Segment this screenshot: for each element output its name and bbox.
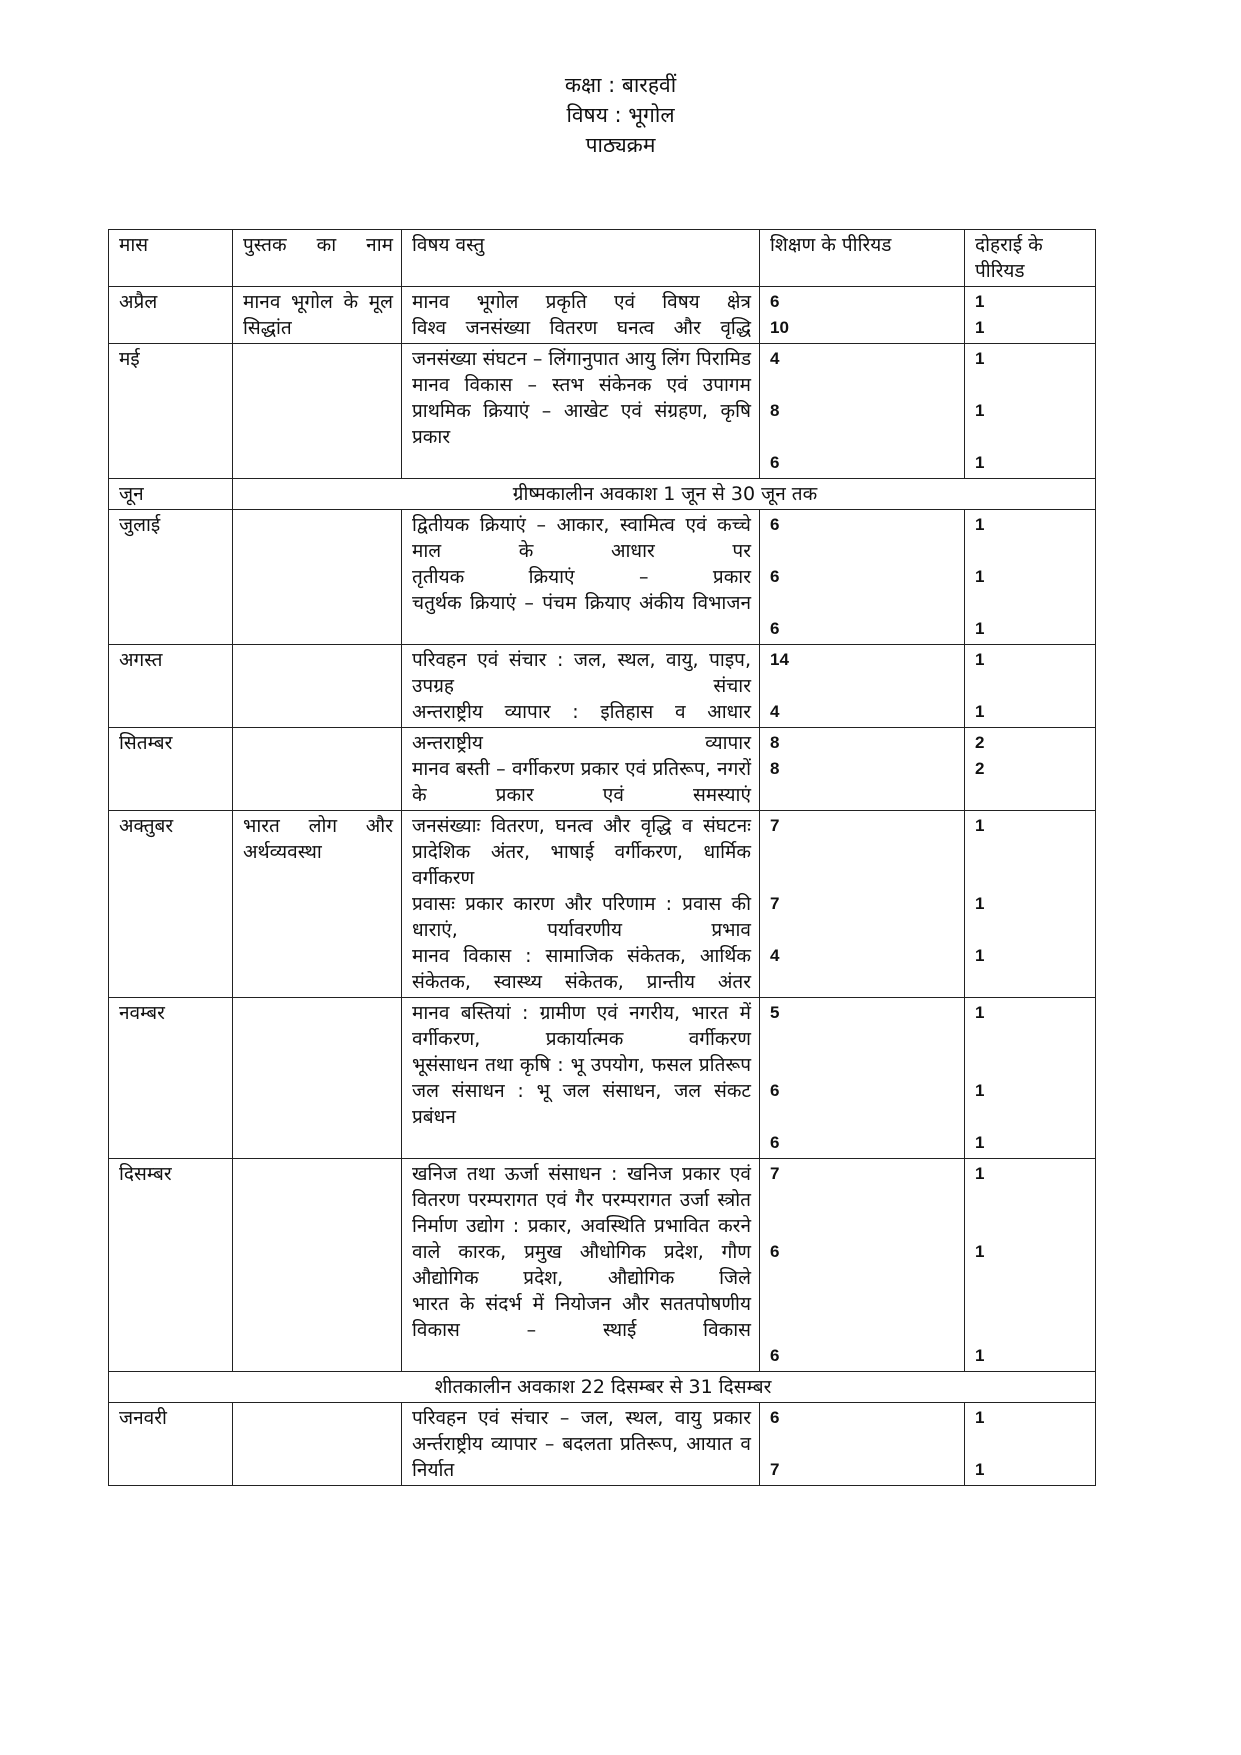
month-cell: मई [109,344,233,479]
teaching-value: 8 [770,401,780,420]
revision-value: 1 [975,702,985,721]
header-book: पुस्तक का नाम [233,230,402,287]
teaching-value: 7 [770,816,780,835]
table-row [109,510,1096,645]
topic: तृतीयक क्रियाएं – प्रकार [412,566,751,588]
revision-cell [965,728,1096,811]
topic: भूसंसाधन तथा कृषि : भू उपयोग, फसल प्रतिरूप [412,1054,751,1076]
content-cell [402,344,760,479]
revision-value: 1 [975,650,985,669]
content-cell [402,1403,760,1486]
content-cell [402,510,760,645]
topic: मानव बस्तियां : ग्रामीण एवं नगरीय, भारत में वर्गीकरण, प्रकार्यात्मक वर्गीकरण [412,1002,751,1050]
revision-value: 1 [975,894,985,913]
teaching-value: 6 [770,1242,780,1261]
topic: अर्न्तराष्ट्रीय व्यापार – बदलता प्रतिरूप, आयात व निर्यात [412,1433,751,1481]
table-row [109,1403,1096,1486]
book-cell: मानव भूगोल के मूल सिद्धांत [233,287,402,344]
revision-value: 2 [975,733,985,752]
teaching-value: 8 [770,733,780,752]
month-cell: जुलाई [109,510,233,645]
teaching-value: 14 [770,650,789,669]
syllabus-heading: पाठ्यक्रम [585,133,656,157]
topic: परिवहन एवं संचार : जल, स्थल, वायु, पाइप, उपग्रह संचार [412,649,751,697]
revision-cell [965,510,1096,645]
topic: अन्तराष्ट्रीय व्यापार : इतिहास व आधार [412,701,751,723]
topic: मानव विकास – स्तभ संकेनक एवं उपागम [412,374,751,396]
revision-cell [965,1403,1096,1486]
topic: मानव विकास : सामाजिक संकेतक, आर्थिक संकेतक, स्वास्थ्य संकेतक, प्रान्तीय अंतर [412,945,751,993]
month-cell: अप्रैल [109,287,233,344]
teaching-cell [760,811,965,998]
topic: चतुर्थक क्रियाएं – पंचम क्रियाए अंकीय विभाजन [412,592,751,614]
table-row [109,1159,1096,1372]
class-heading: कक्षा : बारहवीं [564,73,677,97]
revision-value: 1 [975,1133,985,1152]
book-cell [233,344,402,479]
header-teaching-periods: शिक्षण के पीरियड [760,230,965,287]
book-cell [233,1403,402,1486]
topic: प्रवासः प्रकार कारण और परिणाम : प्रवास की धाराएं, पर्यावरणीय प्रभाव [412,893,751,941]
teaching-cell [760,998,965,1159]
table-row [109,287,1096,344]
book-cell [233,645,402,728]
revision-cell [965,811,1096,998]
holiday-cell: ग्रीष्मकालीन अवकाश 1 जून से 30 जून तक [233,479,1096,510]
topic: विश्व जनसंख्या वितरण घनत्व और वृद्धि [412,317,751,339]
teaching-value: 4 [770,702,780,721]
revision-value: 1 [975,567,985,586]
teaching-cell [760,287,965,344]
content-cell [402,645,760,728]
subject-heading: विषय : भूगोल [566,103,675,127]
revision-value: 1 [975,1408,985,1427]
teaching-cell [760,1403,965,1486]
teaching-cell [760,728,965,811]
month-cell: दिसम्बर [109,1159,233,1372]
topic: जल संसाधन : भू जल संसाधन, जल संकट प्रबंधन [412,1080,751,1128]
month-cell: सितम्बर [109,728,233,811]
teaching-value: 8 [770,759,780,778]
topic: मानव बस्ती – वर्गीकरण प्रकार एवं प्रतिरूप, नगरों के प्रकार एवं समस्याएं [412,758,751,806]
header-month: मास [109,230,233,287]
teaching-value: 6 [770,515,780,534]
month-cell: अगस्त [109,645,233,728]
table-row [109,728,1096,811]
revision-value: 2 [975,759,985,778]
revision-value: 1 [975,1460,985,1479]
revision-value: 1 [975,1164,985,1183]
topic: भारत के संदर्भ में नियोजन और सततपोषणीय विकास – स्थाई विकास [412,1293,751,1341]
revision-value: 1 [975,619,985,638]
book-cell [233,728,402,811]
teaching-cell [760,645,965,728]
content-cell [402,811,760,998]
teaching-value: 6 [770,292,780,311]
syllabus-table [108,229,1096,1486]
revision-value: 1 [975,816,985,835]
revision-value: 1 [975,1242,985,1261]
topic: जनसंख्या संघटन – लिंगानुपात आयु लिंग पिरामिड [412,348,751,370]
teaching-value: 6 [770,1408,780,1427]
revision-value: 1 [975,401,985,420]
revision-value: 1 [975,946,985,965]
revision-value: 1 [975,292,985,311]
month-cell: अक्तुबर [109,811,233,998]
table-row [109,645,1096,728]
revision-value: 1 [975,349,985,368]
teaching-value: 6 [770,1133,780,1152]
topic: निर्माण उद्योग : प्रकार, अवस्थिति प्रभावित करने वाले कारक, प्रमुख औधोगिक प्रदेश, गौण औद्योगिक प्रदेश, औद्योगिक जिले [412,1215,751,1289]
teaching-cell [760,344,965,479]
teaching-cell [760,1159,965,1372]
table-row [109,479,1096,510]
content-cell [402,1159,760,1372]
book-cell [233,1159,402,1372]
table-row [109,1372,1096,1403]
revision-cell [965,1159,1096,1372]
teaching-value: 7 [770,1460,780,1479]
topic: अन्तराष्ट्रीय व्यापार [412,732,751,754]
revision-value: 1 [975,453,985,472]
book-cell [233,998,402,1159]
header-content: विषय वस्तु [402,230,760,287]
month-cell: नवम्बर [109,998,233,1159]
table-header-row [109,230,1096,287]
revision-value: 1 [975,1081,985,1100]
revision-cell [965,645,1096,728]
content-cell [402,728,760,811]
table-row [109,811,1096,998]
teaching-value: 6 [770,453,780,472]
month-cell: जून [109,479,233,510]
table-row [109,998,1096,1159]
teaching-value: 6 [770,567,780,586]
teaching-cell [760,510,965,645]
header-revision-periods: दोहराई के पीरियड [965,230,1096,287]
book-cell [233,510,402,645]
topic: द्वितीयक क्रियाएं – आकार, स्वामित्व एवं कच्चे माल के आधार पर [412,514,751,562]
topic: खनिज तथा ऊर्जा संसाधन : खनिज प्रकार एवं वितरण परम्परागत एवं गैर परम्परागत उर्जा स्त्रोत [412,1163,751,1211]
revision-value: 1 [975,515,985,534]
revision-value: 1 [975,318,985,337]
revision-cell [965,998,1096,1159]
month-cell: जनवरी [109,1403,233,1486]
teaching-value: 4 [770,349,780,368]
teaching-value: 4 [770,946,780,965]
document-header [0,70,1241,160]
revision-value: 1 [975,1346,985,1365]
topic: मानव भूगोल प्रकृति एवं विषय क्षेत्र [412,291,751,313]
content-cell [402,998,760,1159]
teaching-value: 6 [770,1346,780,1365]
topic: जनसंख्याः वितरण, घनत्व और वृद्धि व संघटनः प्रादेशिक अंतर, भाषाई वर्गीकरण, धार्मिक वर्गीकरण [412,815,751,889]
revision-cell [965,287,1096,344]
teaching-value: 10 [770,318,789,337]
teaching-value: 5 [770,1003,780,1022]
content-cell [402,287,760,344]
revision-value: 1 [975,1003,985,1022]
topic: परिवहन एवं संचार – जल, स्थल, वायु प्रकार [412,1407,751,1429]
teaching-value: 6 [770,619,780,638]
table-row [109,344,1096,479]
teaching-value: 7 [770,1164,780,1183]
topic: प्राथमिक क्रियाएं – आखेट एवं संग्रहण, कृषि प्रकार [412,400,751,448]
teaching-value: 6 [770,1081,780,1100]
teaching-value: 7 [770,894,780,913]
revision-cell [965,344,1096,479]
book-cell: भारत लोग और अर्थव्यवस्था [233,811,402,998]
holiday-cell: शीतकालीन अवकाश 22 दिसम्बर से 31 दिसम्बर [109,1372,1096,1403]
